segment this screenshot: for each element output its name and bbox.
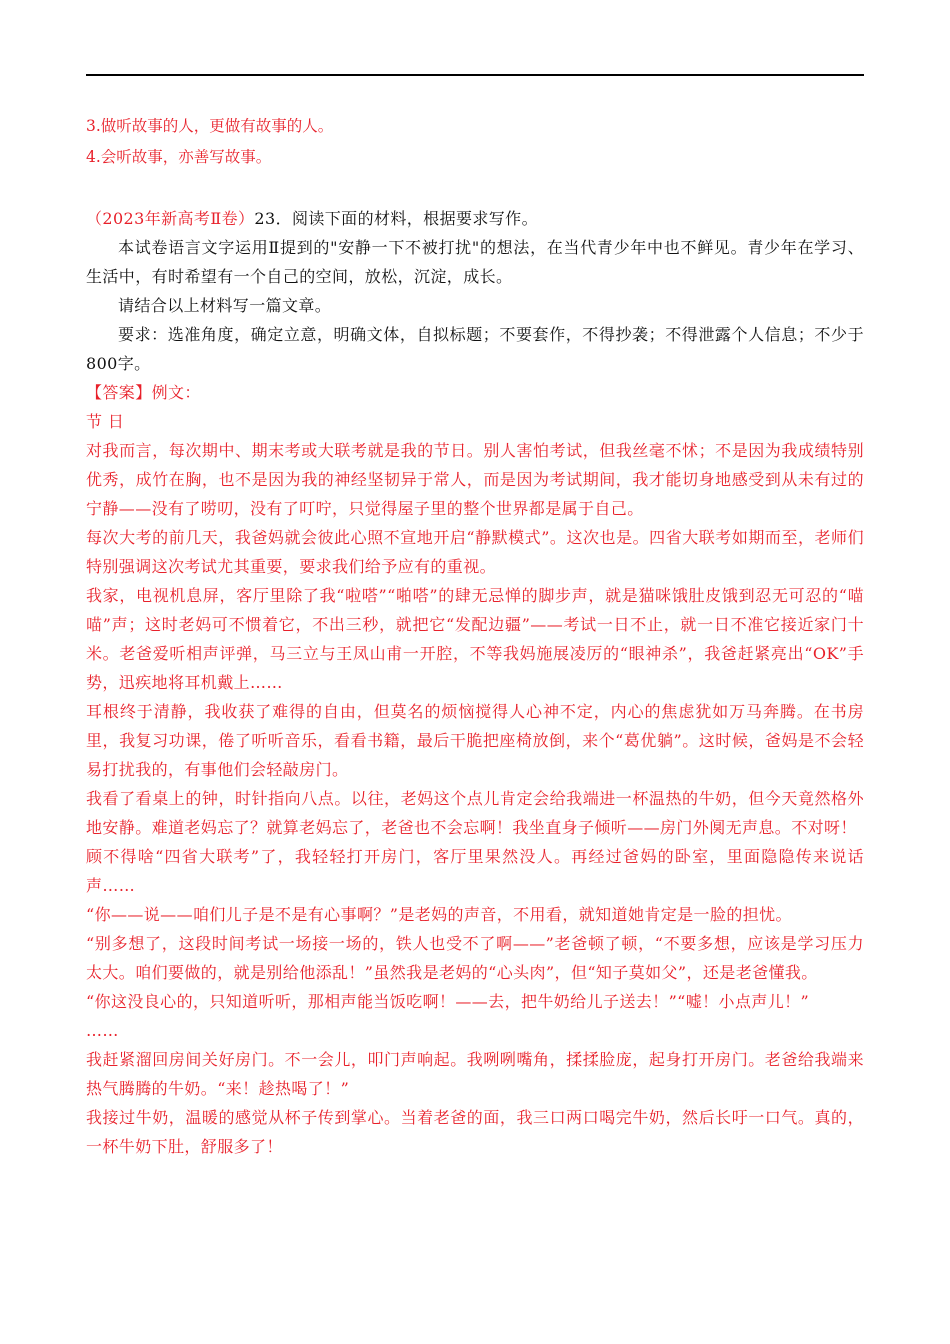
essay [86, 407, 864, 1161]
essay-paragraph: 对我而言，每次期中、期末考或大联考就是我的节日。别人害怕考试，但我丝毫不怵；不是因为我成绩特别优秀，成竹在胸，也不是因为我的神经坚韧异于常人，而是因为考试期间，我才能切身地感受到从未有过的宁静——没有了唠叨，没有了叮咛，只觉得屋子里的整个世界都是属于自己。 [86, 441, 864, 518]
question-source: （2023年新高考Ⅱ卷） [86, 209, 255, 228]
essay-paragraph: “别多想了，这段时间考试一场接一场的，铁人也受不了啊——”老爸顿了顿，“不要多想，应该是学习压力太大。咱们要做的，就是别给他添乱！”虽然我是老妈的“心头肉”，但“知子莫如父”，还是老爸懂我。 [86, 934, 864, 982]
essay-paragraph: 我看了看桌上的钟，时针指向八点。以往，老妈这个点儿肯定会给我端进一杯温热的牛奶，但今天竟然格外地安静。难道老妈忘了？就算老妈忘了，老爸也不会忘啊！我坐直身子倾听——房门外阒无声息。不对呀！ [86, 789, 864, 837]
essay-paragraph: 我接过牛奶，温暖的感觉从杯子传到掌心。当着老爸的面，我三口两口喝完牛奶，然后长吁一口气。真的，一杯牛奶下肚，舒服多了！ [86, 1108, 864, 1156]
question-heading [86, 204, 864, 233]
essay-title: 节 日 [86, 412, 125, 431]
question-material: 本试卷语言文字运用Ⅱ提到的"安静一下不被打扰"的想法，在当代青少年中也不鲜见。青少年在学习、生活中，有时希望有一个自己的空间，放松，沉淀，成长。 [86, 238, 864, 286]
header-rule [86, 74, 864, 76]
list-item: 4.会听故事，亦善写故事。 [86, 148, 272, 166]
essay-paragraph: 耳根终于清静，我收获了难得的自由，但莫名的烦恼搅得人心神不定，内心的焦虑犹如万马奔腾。在书房里，我复习功课，倦了听听音乐，看看书籍，最后干脆把座椅放倒，来个“葛优躺”。这时候，爸妈是不会轻易打扰我的，有事他们会轻敲房门。 [86, 702, 864, 779]
essay-paragraph: 每次大考的前几天，我爸妈就会彼此心照不宣地开启“静默模式”。这次也是。四省大联考如期而至，老师们特别强调这次考试尤其重要，要求我们给予应有的重视。 [86, 528, 864, 576]
essay-paragraph: …… [86, 1021, 119, 1040]
answer-label: 【答案】例文： [86, 383, 201, 402]
list-item: 3.做听故事的人，更做有故事的人。 [86, 117, 334, 135]
essay-paragraph: 我赶紧溜回房间关好房门。不一会儿，叩门声响起。我咧咧嘴角，揉揉脸庞，起身打开房门。老爸给我端来热气腾腾的牛奶。“来！趁热喝了！” [86, 1050, 864, 1098]
question-section [86, 204, 864, 1161]
essay-paragraph: “你——说——咱们儿子是不是有心事啊？”是老妈的声音，不用看，就知道她肯定是一脸的担忧。 [86, 905, 792, 924]
question-title: 23．阅读下面的材料，根据要求写作。 [254, 209, 538, 228]
question-instruction: 请结合以上材料写一篇文章。 [118, 296, 332, 315]
essay-paragraph: 我家，电视机息屏，客厅里除了我“啦嗒”“啪嗒”的肆无忌惮的脚步声，就是猫咪饿肚皮饿到忍无可忍的“喵喵”声；这时老妈可不惯着它，不出三秒，就把它“发配边疆”——考试一日不止，就一日不准它接近家门十米。老爸爱听相声评弹，马三立与王凤山甫一开腔，不等我妈施展凌厉的“眼神杀”，我爸赶紧亮出“OK”手势，迅疾地将耳机戴上…… [86, 586, 864, 692]
essay-paragraph: “你这没良心的，只知道听听，那相声能当饭吃啊！——去，把牛奶给儿子送去！”“嘘！小点声儿！” [86, 992, 810, 1011]
essay-paragraph: 顾不得啥“四省大联考”了，我轻轻打开房门，客厅里果然没人。再经过爸妈的卧室，里面隐隐传来说话声…… [86, 847, 864, 895]
previous-list [86, 111, 864, 173]
question-requirements: 要求：选准角度，确定立意，明确文体，自拟标题；不要套作，不得抄袭；不得泄露个人信息；不少于800字。 [86, 325, 864, 373]
